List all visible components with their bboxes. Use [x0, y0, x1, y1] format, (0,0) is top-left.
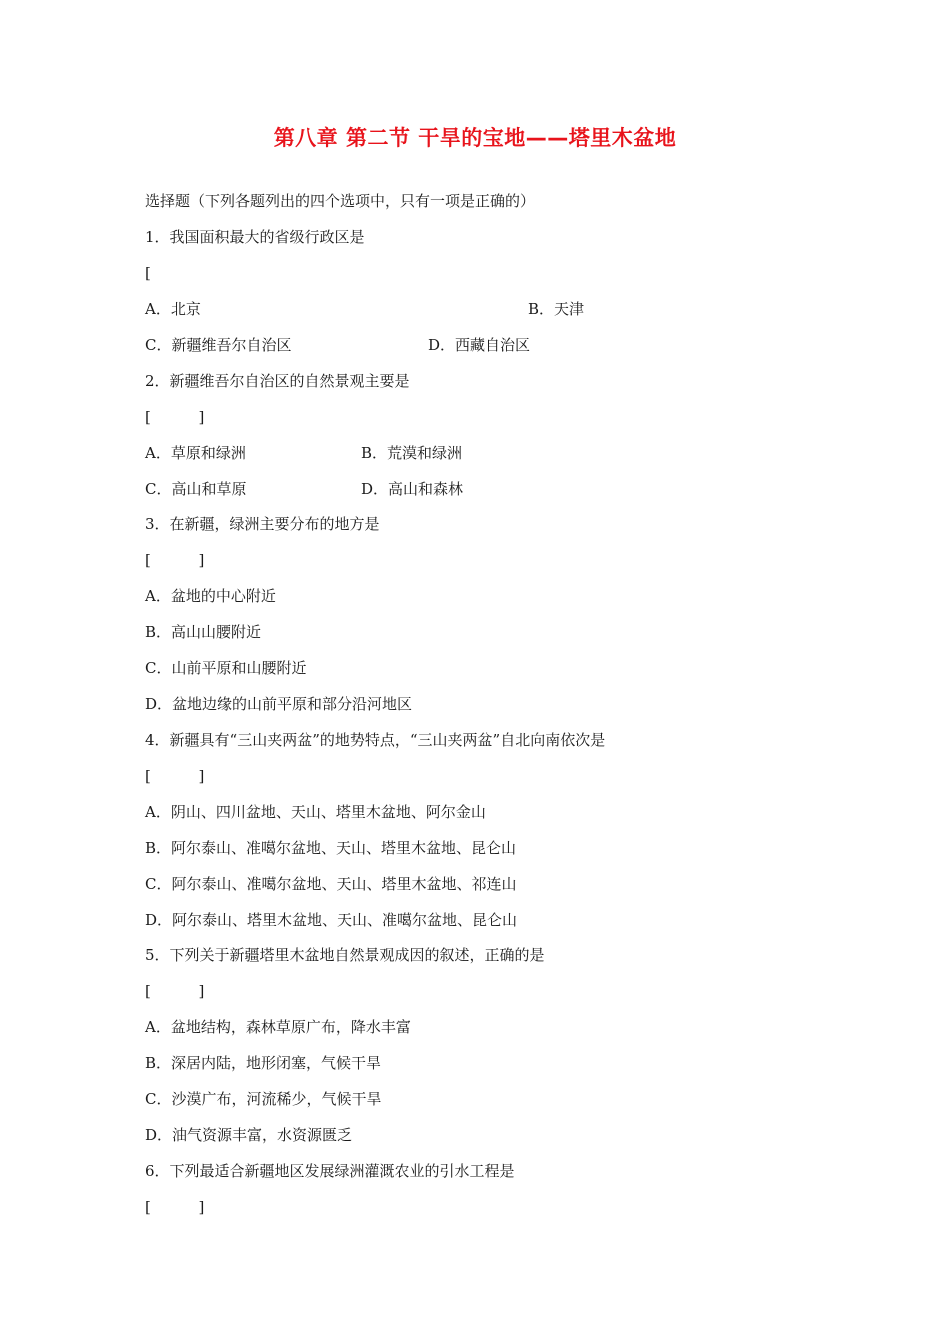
question-1-answer-bracket: [: [145, 264, 151, 282]
question-2-option-b: B．荒漠和绿洲: [361, 444, 463, 462]
question-1-stem: 1．我国面积最大的省级行政区是: [145, 228, 365, 246]
question-3-answer-bracket: [ ]: [145, 551, 205, 569]
instructions: 选择题（下列各题列出的四个选项中，只有一项是正确的）: [145, 192, 536, 210]
question-4-option-c: C．阿尔泰山、准噶尔盆地、天山、塔里木盆地、祁连山: [145, 875, 517, 893]
question-3-option-b: B．高山山腰附近: [145, 623, 262, 641]
question-2-answer-bracket: [ ]: [145, 408, 205, 426]
question-4-option-a: A．阴山、四川盆地、天山、塔里木盆地、阿尔金山: [145, 803, 486, 821]
question-2-stem: 2．新疆维吾尔自治区的自然景观主要是: [145, 372, 410, 390]
question-1-option-c: C．新疆维吾尔自治区: [145, 336, 292, 354]
question-5-option-b: B．深居内陆，地形闭塞，气候干旱: [145, 1054, 382, 1072]
question-3-option-c: C．山前平原和山腰附近: [145, 659, 307, 677]
question-4-stem: 4．新疆具有“三山夹两盆”的地势特点，“三山夹两盆”自北向南依次是: [145, 731, 606, 749]
question-2-option-d: D．高山和森林: [361, 480, 464, 498]
question-4-option-d: D．阿尔泰山、塔里木盆地、天山、准噶尔盆地、昆仑山: [145, 911, 518, 929]
question-4-answer-bracket: [ ]: [145, 767, 205, 785]
question-4-option-b: B．阿尔泰山、准噶尔盆地、天山、塔里木盆地、昆仑山: [145, 839, 517, 857]
question-5-option-c: C．沙漠广布，河流稀少，气候干旱: [145, 1090, 382, 1108]
page-title: 第八章 第二节 干旱的宝地——塔里木盆地: [273, 126, 677, 150]
question-3-option-d: D．盆地边缘的山前平原和部分沿河地区: [145, 695, 413, 713]
question-1-option-b: B．天津: [528, 300, 585, 318]
question-5-answer-bracket: [ ]: [145, 982, 205, 1000]
question-5-option-a: A．盆地结构，森林草原广布，降水丰富: [145, 1018, 411, 1036]
question-1-option-a: A．北京: [145, 300, 201, 318]
question-5-option-d: D．油气资源丰富，水资源匮乏: [145, 1126, 353, 1144]
question-3-stem: 3．在新疆，绿洲主要分布的地方是: [145, 515, 380, 533]
question-3-option-a: A．盆地的中心附近: [145, 587, 276, 605]
question-6-answer-bracket: [ ]: [145, 1198, 205, 1216]
question-1-option-d: D．西藏自治区: [428, 336, 531, 354]
question-2-option-a: A．草原和绿洲: [145, 444, 246, 462]
question-5-stem: 5．下列关于新疆塔里木盆地自然景观成因的叙述，正确的是: [145, 946, 545, 964]
question-6-stem: 6．下列最适合新疆地区发展绿洲灌溉农业的引水工程是: [145, 1162, 515, 1180]
question-2-option-c: C．高山和草原: [145, 480, 247, 498]
